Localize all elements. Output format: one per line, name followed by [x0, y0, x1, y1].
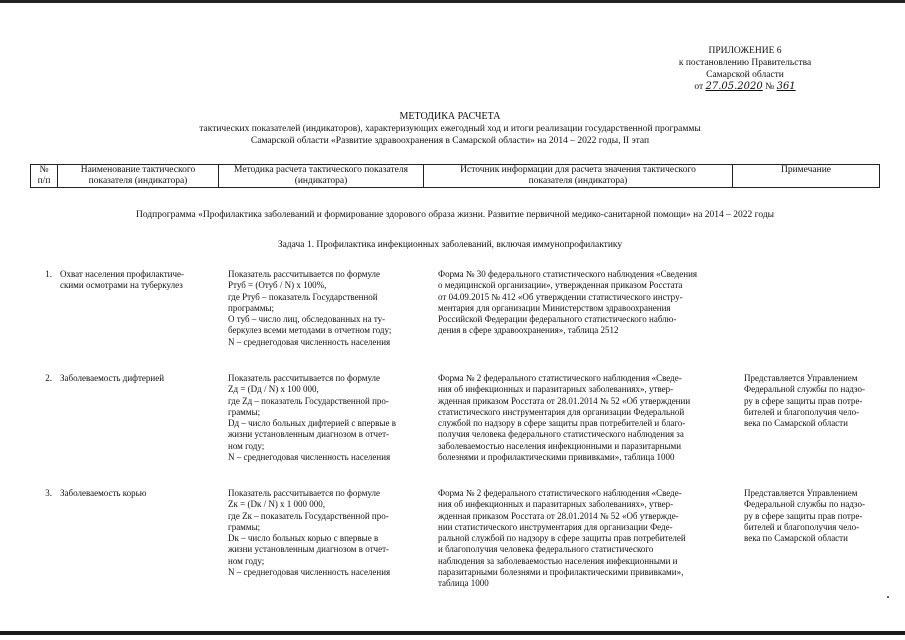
source-text-line: заболеваемостью населения инфекционными и паразитарными: [438, 440, 682, 451]
scan-top-edge: [0, 0, 905, 3]
source-text-line: ментария для организации Министерством здравоохранения: [438, 302, 671, 313]
date-prefix: от: [694, 82, 704, 92]
source-text-line: о медицинской организации», утвержденная приказом Росстата: [438, 280, 683, 291]
source-text-line: наблюдения за заболеваемостью населения инфекционными и: [438, 555, 678, 566]
title-main: МЕТОДИКА РАСЧЕТА: [399, 111, 501, 122]
row-number: 1.: [45, 269, 52, 279]
source-text-line: и благополучия человека федерального статистического: [438, 544, 654, 555]
note-text: [744, 373, 904, 429]
indicator-name: [60, 488, 250, 499]
title-sub-1: тактических показателей (индикаторов), характеризующих ежегодный ход и итоги реализации государственной программы: [199, 124, 701, 134]
method-text-line: Zд = (Dд / N) x 100 000,: [228, 384, 319, 395]
source-text-line: ния об инфекционных и паразитарных заболеваниях», утвер-: [438, 499, 674, 510]
table-header: [30, 164, 880, 188]
method-text-line: беркулез всеми методами в отчетном году;: [228, 325, 392, 336]
subprogram-heading: Подпрограмма «Профилактика заболеваний и формирование здорового образа жизни. Развитие первичной медико-санитарной помощи» на 2014 – 2022 годы: [135, 210, 775, 220]
scan-bottom-edge: [0, 631, 905, 635]
note-text-line: века по Самарской области: [744, 418, 848, 429]
scan-speck: [887, 596, 889, 598]
method-text-line: Показатель рассчитывается по формуле: [228, 373, 381, 383]
source-text-line: таблица 1000: [438, 578, 489, 589]
method-text-line: N – среднегодовая численность населения: [228, 567, 391, 578]
method-text-line: ном году;: [228, 440, 265, 451]
source-text-line: ния об инфекционных и паразитарных заболеваниях», утвер-: [438, 384, 674, 395]
source-text-line: статистического инструментария для организации Федеральной: [438, 406, 685, 417]
title-sub-2: Самарской области «Развитие здравоохранения в Самарской области» на 2014 – 2022 годы, II этап: [250, 136, 650, 146]
method-text-line: граммы;: [228, 406, 261, 417]
method-text-line: где Zд – показатель Государственной про-: [228, 395, 389, 406]
appendix-block: [640, 45, 850, 93]
source-text-line: Форма № 2 федерального статистического наблюдения «Сведе-: [438, 373, 682, 383]
row-number: 3.: [45, 488, 52, 498]
header-name: Наименование тактического показателя (индикатора): [58, 165, 219, 188]
source-text-line: дения в сфере здравоохранения», таблица 2512: [438, 325, 619, 336]
appendix-date-line: [640, 81, 850, 93]
method-text-line: где Pтуб – показатель Государственной: [228, 291, 378, 302]
method-text-line: Pтуб = (Oтуб / N) x 100%,: [228, 280, 327, 291]
note-text-line: века по Самарской области: [744, 533, 848, 544]
appendix-region: Самарской области: [706, 70, 784, 80]
appendix-title: ПРИЛОЖЕНИЕ 6: [708, 46, 782, 56]
method-text-line: Показатель рассчитывается по формуле: [228, 269, 381, 279]
method-text-line: Dд – число больных дифтерией с впервые в: [228, 418, 396, 429]
method-text-line: O туб – число лиц, обследованных на ту-: [228, 314, 386, 325]
method-text-line: жизни установленным диагнозом в отчет-: [228, 429, 390, 440]
method-text-line: Показатель рассчитывается по формуле: [228, 488, 381, 498]
note-text-line: ру в сфере защиты прав потре-: [744, 510, 863, 521]
method-text-line: ном году;: [228, 555, 265, 566]
indicator-name-line: Охват населения профилактиче-: [60, 269, 184, 279]
method-text-line: N – среднегодовая численность населения: [228, 336, 391, 347]
method-text-line: программы;: [228, 302, 274, 313]
source-text: [438, 373, 740, 463]
method-text-line: жизни установленным диагнозом в отчет-: [228, 544, 390, 555]
appendix-ref: к постановлению Правительства: [678, 58, 812, 68]
source-text-line: от 04.09.2015 № 412 «Об утверждении статистического инстру-: [438, 291, 683, 302]
note-text-line: Представляется Управлением: [744, 373, 858, 383]
note-text-line: Представляется Управлением: [744, 488, 858, 498]
number-prefix: №: [765, 82, 775, 92]
handwritten-date: 27.05.2020: [705, 81, 763, 92]
source-text-line: Форма № 30 федерального статистического наблюдения «Сведения: [438, 269, 698, 279]
method-text-line: граммы;: [228, 521, 261, 532]
note-text-line: ру в сфере защиты прав потре-: [744, 395, 863, 406]
source-text-line: Российской Федерации федерального статистического наблю-: [438, 314, 677, 325]
source-text-line: получия человека федерального статистического наблюдения за: [438, 429, 684, 440]
note-text-line: Федеральной службы по надзо-: [744, 384, 866, 395]
source-text-line: паразитарными болезнями и профилактическими прививками»,: [438, 567, 684, 578]
source-text-line: жденная приказом Росстата от 28.01.2014 № 52 «Об утвержде-: [438, 510, 679, 521]
method-text: [228, 373, 430, 463]
source-text-line: Форма № 2 федерального статистического наблюдения «Сведе-: [438, 488, 682, 498]
method-text: [228, 269, 430, 348]
handwritten-number: 361: [776, 81, 796, 92]
source-text-line: болезнями и профилактическими прививками», таблица 1000: [438, 452, 675, 463]
indicator-name: [60, 269, 250, 292]
note-text: [744, 488, 904, 544]
indicator-name-line: Заболеваемость корью: [60, 488, 147, 498]
note-text-line: бителей и благополучия чело-: [744, 521, 860, 532]
source-text: [438, 269, 740, 337]
source-text-line: жденная приказом Росстата от 28.01.2014 № 52 «Об утверждении: [438, 395, 691, 406]
document-title: [100, 111, 800, 147]
method-text: [228, 488, 430, 578]
method-text-line: Zк = (Dк / N) x 1 000 000,: [228, 499, 326, 510]
source-text-line: нии статистического инструментария для организации Феде-: [438, 521, 673, 532]
source-text-line: ральной службой по надзору в сфере защиты прав потребителей: [438, 533, 686, 544]
task-heading: Задача 1. Профилактика инфекционных заболеваний, включая иммунопрофилактику: [277, 240, 623, 250]
note-text-line: бителей и благополучия чело-: [744, 406, 860, 417]
method-text-line: Dк – число больных корью с впервые в: [228, 533, 379, 544]
indicator-name-line: Заболеваемость дифтерией: [60, 373, 165, 383]
header-note: Примечание: [733, 165, 880, 188]
method-text-line: N – среднегодовая численность населения: [228, 452, 391, 463]
header-method: Методика расчета тактического показателя (индикатора): [219, 165, 424, 188]
indicator-name: [60, 373, 250, 384]
header-num: № п/п: [31, 165, 58, 188]
source-text: [438, 488, 740, 590]
method-text-line: где Zк – показатель Государственной про-: [228, 510, 389, 521]
indicator-name-line: скими осмотрами на туберкулез: [60, 280, 183, 291]
row-number: 2.: [45, 373, 52, 383]
header-source: Источник информации для расчета значения тактического показателя (индикатора): [424, 165, 733, 188]
source-text-line: службой по надзору в сфере защиты прав потребителей и благо-: [438, 418, 686, 429]
note-text-line: Федеральной службы по надзо-: [744, 499, 866, 510]
